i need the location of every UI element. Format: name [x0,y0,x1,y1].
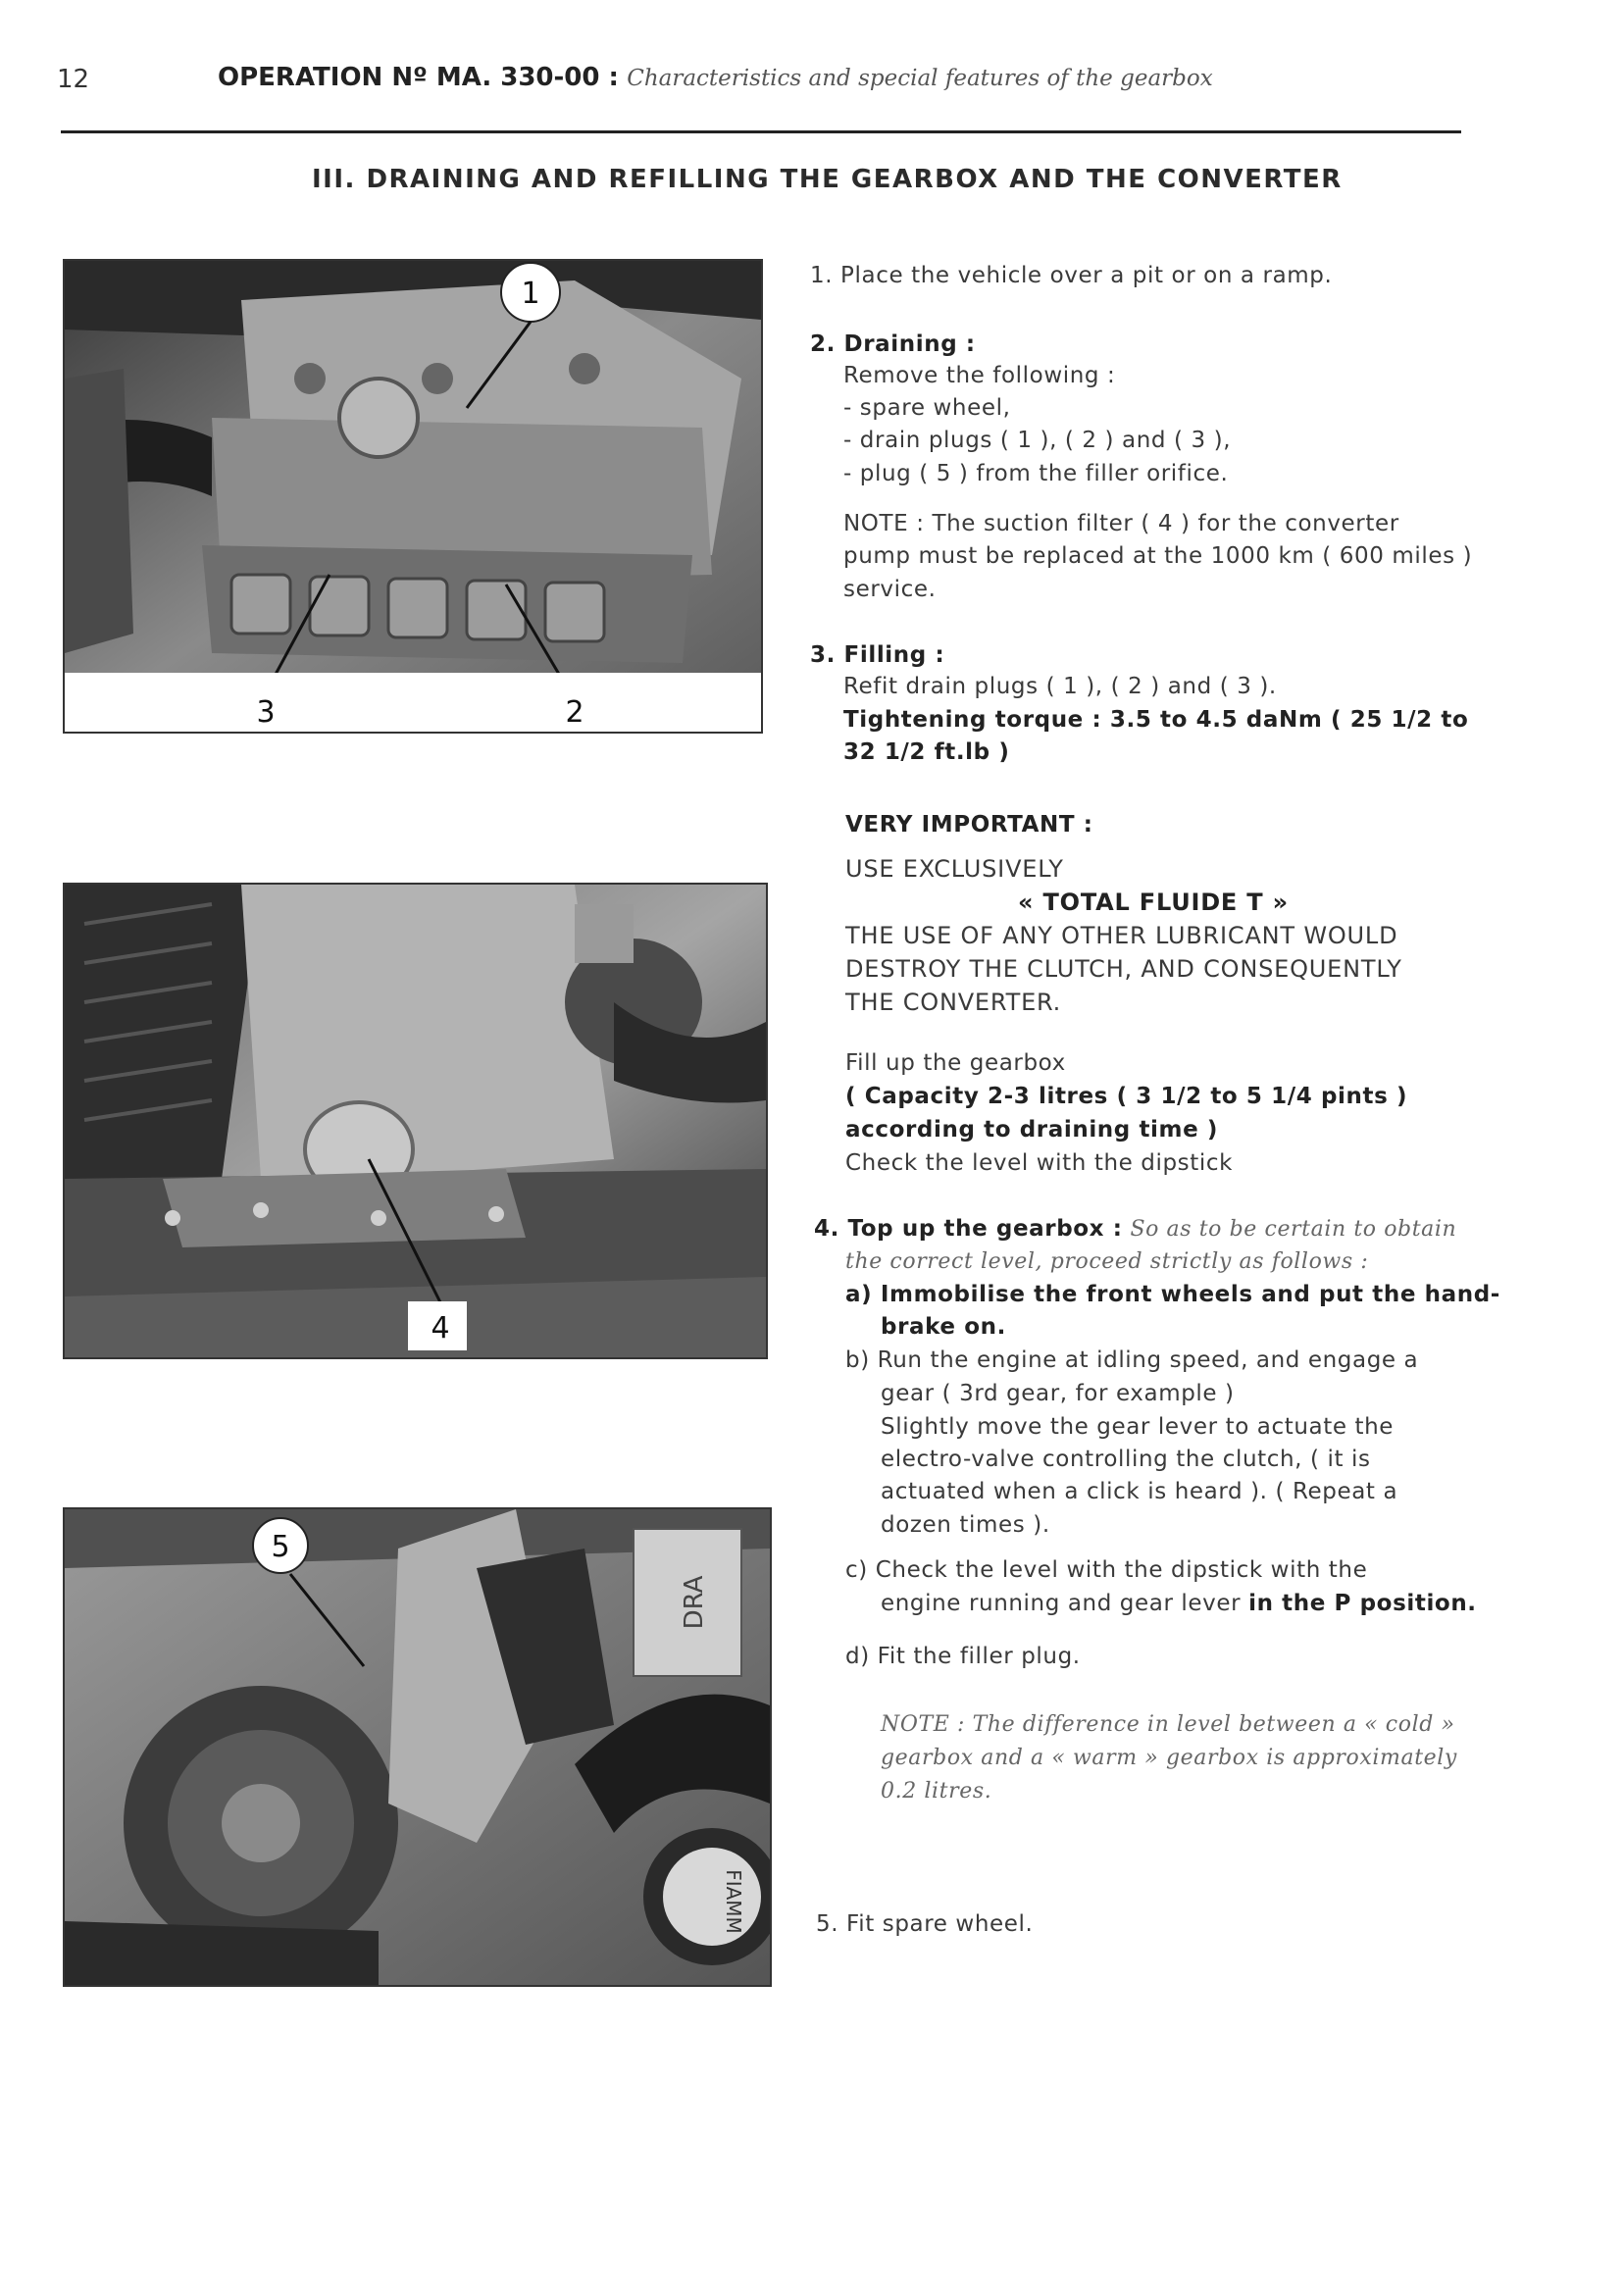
step-4c-line-1: c) Check the level with the dipstick with the [845,1557,1368,1583]
page-number: 12 [57,65,90,94]
step-4-lead: 4. Top up the gearbox : [814,1216,1123,1242]
step-3-line-1: Refit drain plugs ( 1 ), ( 2 ) and ( 3 ). [843,674,1277,699]
note-2-line-2: gearbox and a « warm » gearbox is approximately [881,1746,1457,1770]
figure-2-photo [63,883,768,1359]
step-4b-line-6: dozen times ). [881,1512,1050,1538]
step-4a-line-2: brake on. [881,1314,1006,1340]
fill-line-2: ( Capacity 2-3 litres ( 3 1/2 to 5 1/4 pints ) [845,1084,1408,1109]
very-important-line-2: « TOTAL FLUIDE T » [1018,889,1289,916]
very-important-line-4: DESTROY THE CLUTCH, AND CONSEQUENTLY [845,955,1402,983]
step-4b-line-4: electro-valve controlling the clutch, ( it is [881,1447,1371,1472]
very-important-line-3: THE USE OF ANY OTHER LUBRICANT WOULD [845,922,1398,949]
step-4a-line-1: a) Immobilise the front wheels and put the hand- [845,1282,1500,1307]
operation-number: OPERATION Nº MA. 330-00 : [218,63,619,92]
very-important-heading: VERY IMPORTANT : [845,812,1093,838]
fiamm-badge: FIAMM [722,1869,745,1934]
header-rule [61,130,1461,133]
step-4b-line-1: b) Run the engine at idling speed, and engage a [845,1347,1419,1373]
step-2-line-1: Remove the following : [843,363,1116,388]
step-4b-line-3: Slightly move the gear lever to actuate the [881,1414,1395,1440]
step-2-line-3: - drain plugs ( 1 ), ( 2 ) and ( 3 ), [843,428,1232,453]
step-3-heading: 3. Filling : [810,642,945,668]
operation-subtitle: Characteristics and special features of the gearbox [627,66,1213,91]
note-1-line-2: pump must be replaced at the 1000 km ( 600 miles ) [843,543,1473,569]
callout-4: 4 [431,1311,450,1346]
step-2-line-2: - spare wheel, [843,395,1011,421]
step-4b-line-5: actuated when a click is heard ). ( Repeat a [881,1479,1398,1504]
step-4c-line-2b: in the P position. [1248,1591,1477,1616]
callout-2: 2 [565,695,584,730]
figure-3-photo [63,1507,772,1987]
step-2-heading: 2. Draining : [810,331,976,357]
callout-1: 1 [521,277,540,311]
page-header [218,63,1213,92]
callout-3: 3 [256,695,276,730]
fill-line-1: Fill up the gearbox [845,1050,1066,1076]
fill-line-3: according to draining time ) [845,1117,1219,1143]
step-4c-line-2a: engine running and gear lever [881,1591,1242,1616]
section-title: III. DRAINING AND REFILLING THE GEARBOX AND THE CONVERTER [312,165,1343,194]
note-2-line-3: 0.2 litres. [881,1779,992,1803]
callout-5: 5 [271,1530,290,1564]
very-important-line-1: USE EXCLUSIVELY [845,855,1064,883]
step-2-line-4: - plug ( 5 ) from the filler orifice. [843,461,1229,486]
figure-1-photo [63,259,763,734]
stamp-text: DRA [680,1575,709,1630]
step-4-intro-2: the correct level, proceed strictly as follows : [845,1249,1369,1274]
step-5: 5. Fit spare wheel. [816,1911,1034,1937]
step-3-line-3: 32 1/2 ft.lb ) [843,739,1010,765]
very-important-line-5: THE CONVERTER. [845,989,1062,1016]
step-4-line-1 [814,1213,1456,1245]
step-3-line-2: Tightening torque : 3.5 to 4.5 daNm ( 25 1/2 to [843,707,1469,733]
step-4b-line-2: gear ( 3rd gear, for example ) [881,1381,1235,1406]
step-4c-line-2 [881,1588,1477,1620]
note-2-line-1: NOTE : The difference in level between a « cold » [881,1712,1455,1737]
note-1-line-3: service. [843,577,937,602]
step-4-intro-1: So as to be certain to obtain [1130,1217,1457,1242]
fill-line-4: Check the level with the dipstick [845,1150,1234,1176]
step-1: 1. Place the vehicle over a pit or on a ramp. [810,263,1333,288]
note-1-line-1: NOTE : The suction filter ( 4 ) for the converter [843,511,1399,536]
step-4d-line-1: d) Fit the filler plug. [845,1644,1081,1669]
